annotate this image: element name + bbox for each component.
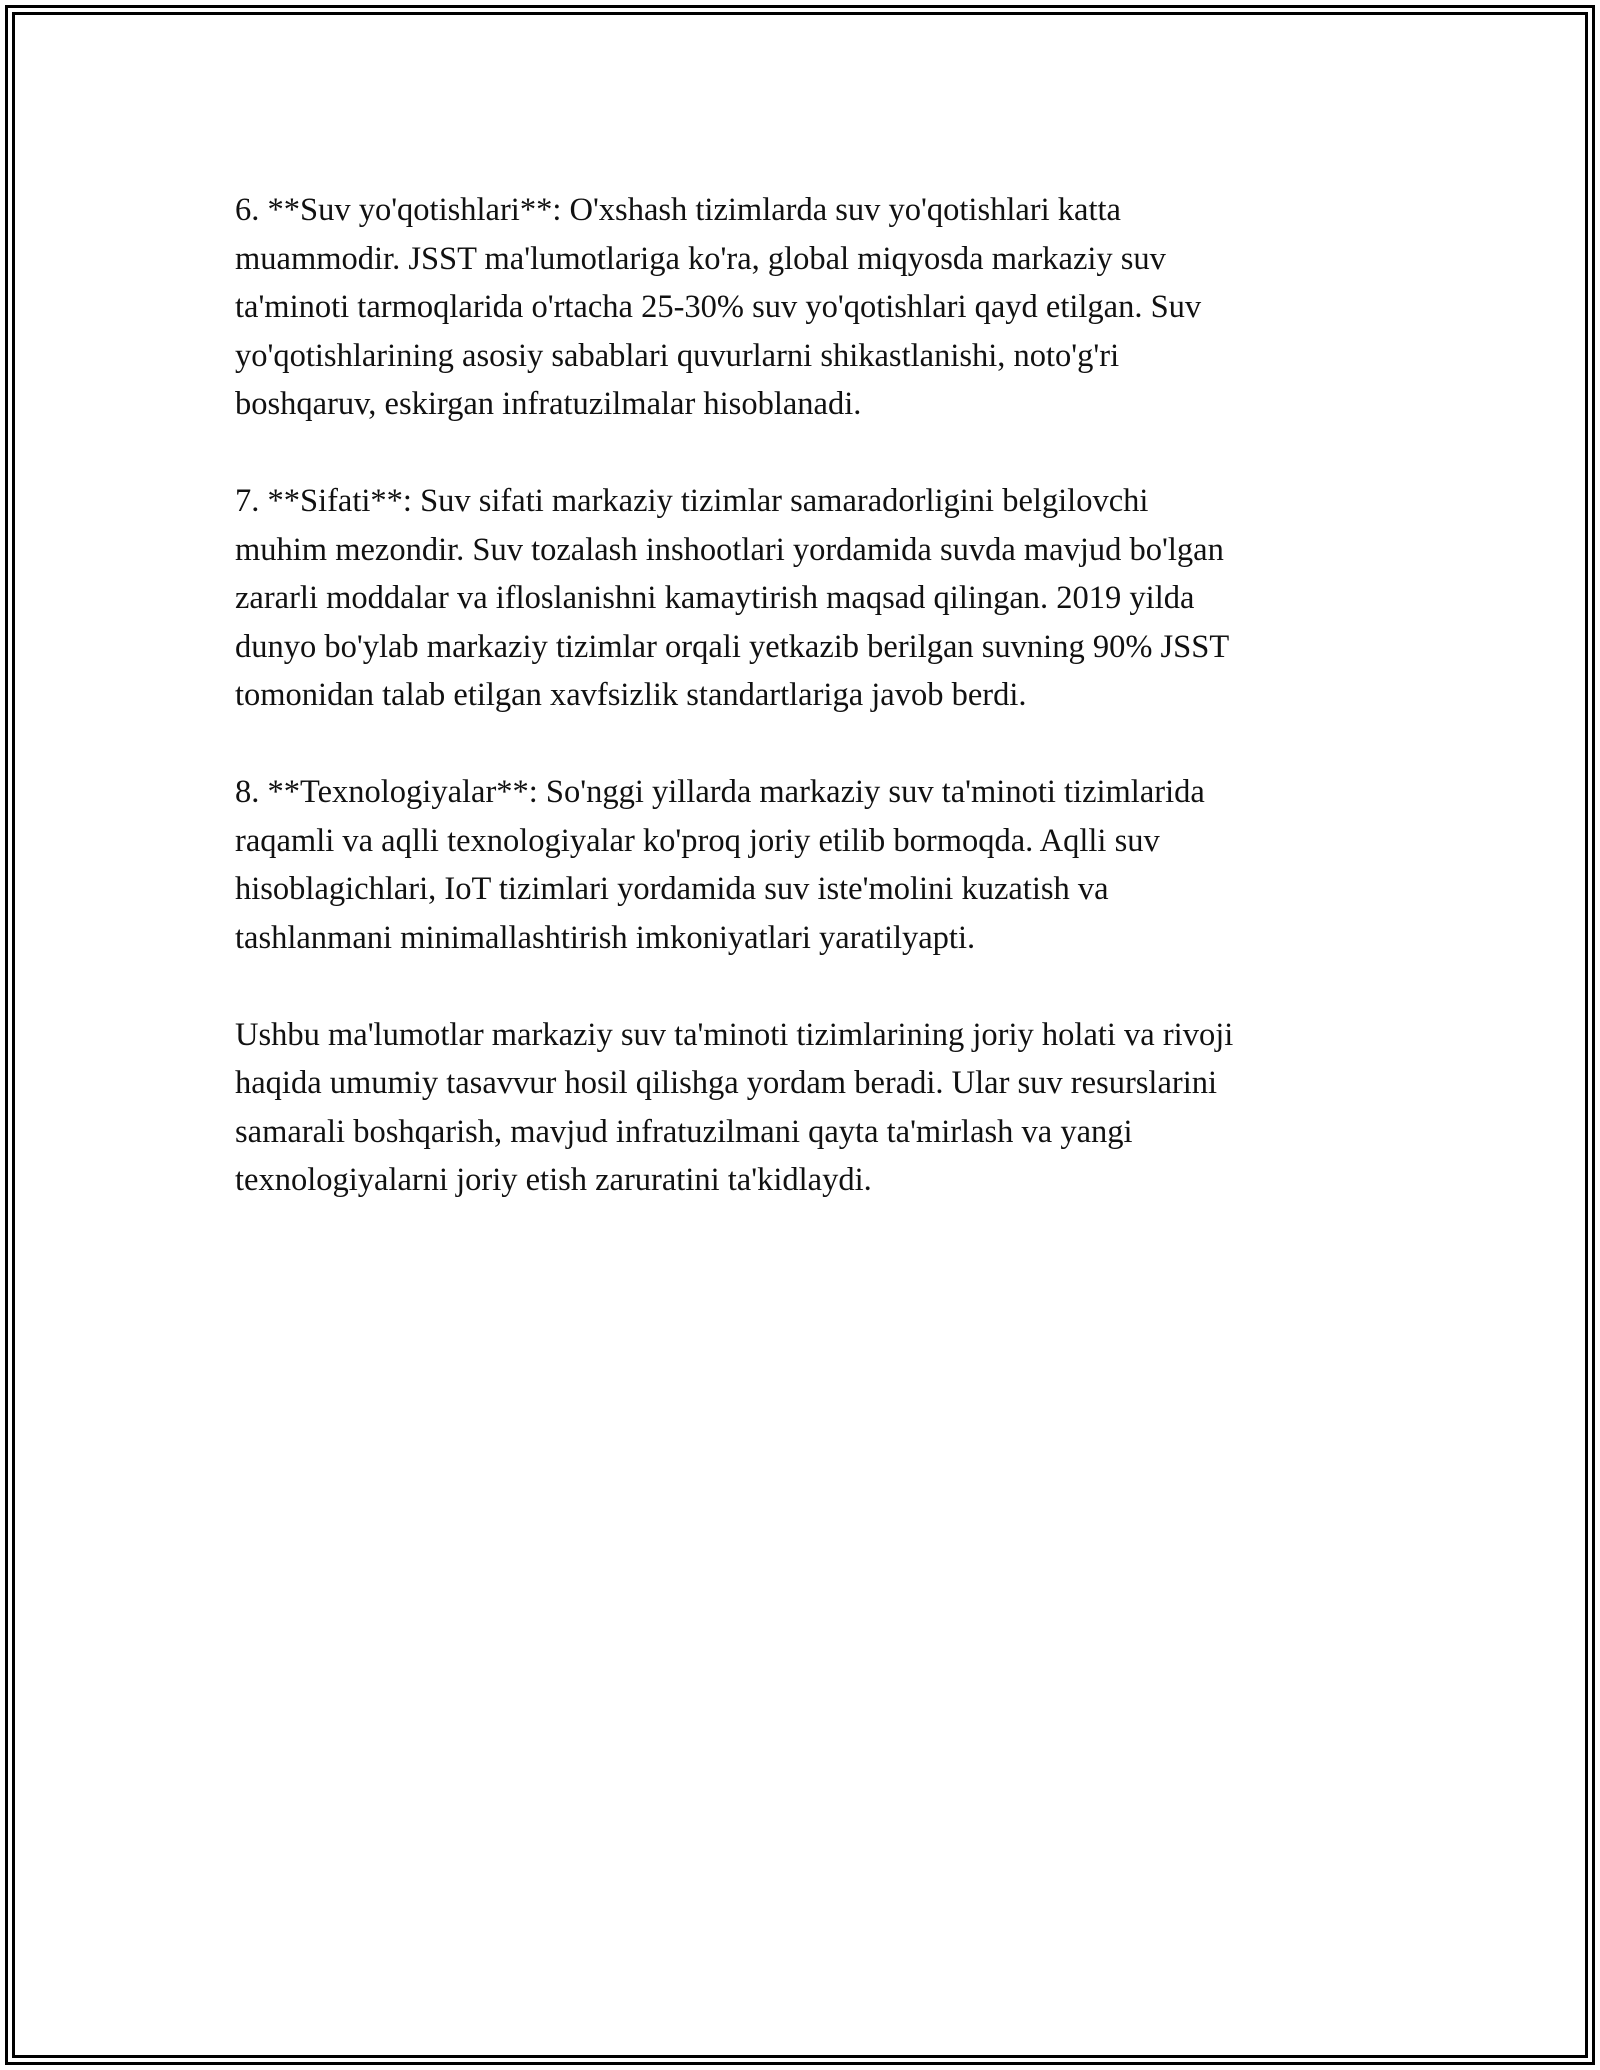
- paragraph-texnologiyalar: [235, 768, 1400, 962]
- text-line: dunyo bo'ylab markaziy tizimlar orqali yetkazib berilgan suvning 90% JSST: [235, 628, 1230, 665]
- text-line: muhim mezondir. Suv tozalash inshootlari yordamida suvda mavjud bo'lgan: [235, 531, 1224, 568]
- text-line: texnologiyalarni joriy etish zaruratini ta'kidlaydi.: [235, 1162, 872, 1198]
- text-line: 7. **Sifati**: Suv sifati markaziy tizimlar samaradorligini belgilovchi: [235, 483, 1149, 519]
- paragraph-suv-yoqotishlari: [235, 186, 1400, 429]
- text-line: tomonidan talab etilgan xavfsizlik standartlariga javob berdi.: [235, 677, 1027, 713]
- text-line: 6. **Suv yo'qotishlari**: O'xshash tizimlarda suv yo'qotishlari katta: [235, 192, 1121, 228]
- text-line: zararli moddalar va ifloslanishni kamaytirish maqsad qilingan. 2019 yilda: [235, 580, 1195, 616]
- text-line: ta'minoti tarmoqlarida o'rtacha 25-30% suv yo'qotishlari qayd etilgan. Suv: [235, 289, 1202, 325]
- text-line: hisoblagichlari, IoT tizimlari yordamida suv iste'molini kuzatish va: [235, 871, 1109, 907]
- paragraph-sifati: [235, 477, 1400, 720]
- text-line: raqamli va aqlli texnologiyalar ko'proq joriy etilib bormoqda. Aqlli suv: [235, 822, 1160, 859]
- text-line: samarali boshqarish, mavjud infratuzilmani qayta ta'mirlash va yangi: [235, 1113, 1133, 1150]
- paragraph-conclusion: [235, 1011, 1400, 1205]
- text-line: muammodir. JSST ma'lumotlariga ko'ra, global miqyosda markaziy suv: [235, 240, 1166, 277]
- text-line: Ushbu ma'lumotlar markaziy suv ta'minoti tizimlarining joriy holati va rivoji: [235, 1016, 1234, 1053]
- text-line: yo'qotishlarining asosiy sabablari quvurlarni shikastlanishi, noto'g'ri: [235, 337, 1120, 374]
- text-line: haqida umumiy tasavvur hosil qilishga yordam beradi. Ular suv resurslarini: [235, 1065, 1218, 1101]
- document-body: [235, 186, 1400, 1253]
- text-line: tashlanmani minimallashtirish imkoniyatlari yaratilyapti.: [235, 919, 976, 956]
- text-line: boshqaruv, eskirgan infratuzilmalar hisoblanadi.: [235, 386, 862, 422]
- text-line: 8. **Texnologiyalar**: So'nggi yillarda markaziy suv ta'minoti tizimlarida: [235, 774, 1205, 810]
